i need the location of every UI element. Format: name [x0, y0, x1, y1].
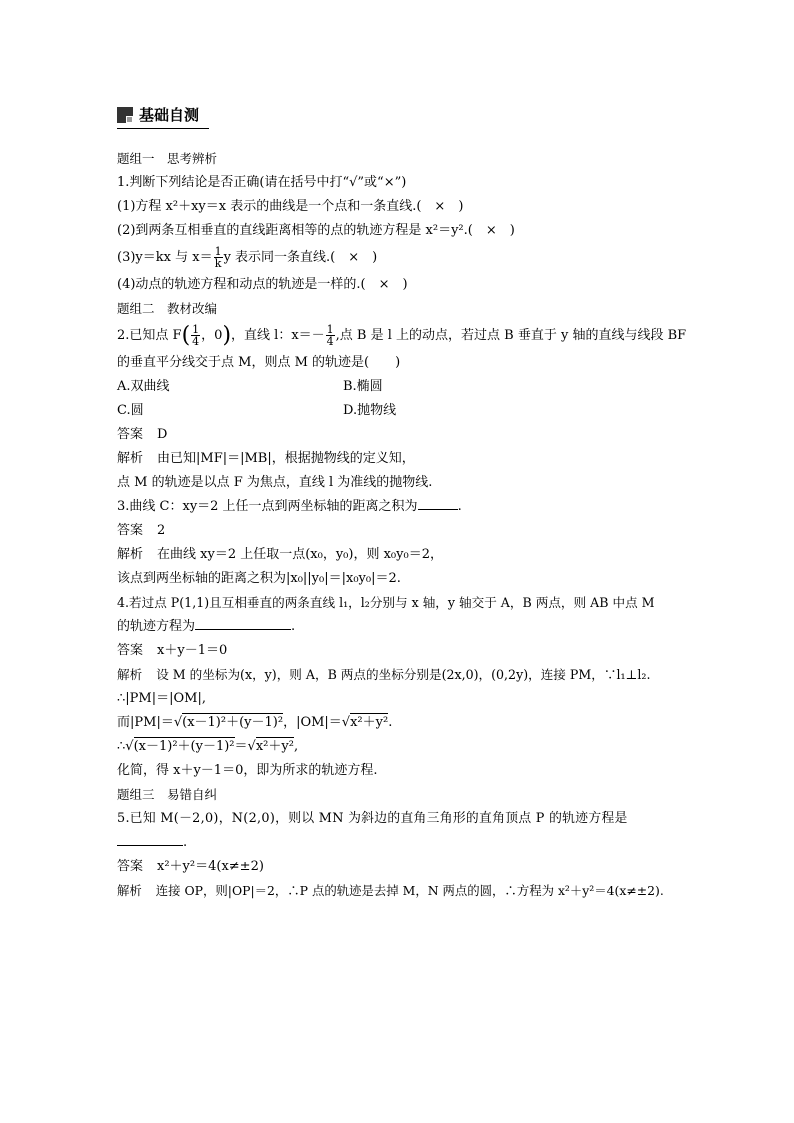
- fraction: $\frac{1}{k}$: [214, 245, 222, 270]
- option-b: B.椭圆: [343, 379, 383, 394]
- q1-part-3: (3)y＝kx 与 x＝ $\frac{1}{k}$ y 表示同一条直线.( × ): [117, 245, 378, 270]
- q3-answer: 答案 2: [117, 523, 166, 538]
- group-2-heading: 题组二 教材改编: [117, 301, 218, 316]
- q2-explanation-2: 点 M 的轨迹是以点 F 为焦点，直线 l 为准线的抛物线.: [117, 475, 433, 490]
- section-square-icon: [117, 107, 133, 123]
- option-c: C.圆: [117, 403, 144, 418]
- q1-stem: 1.判断下列结论是否正确(请在括号中打“√”或“×”): [117, 175, 407, 190]
- answer-blank: [117, 832, 183, 846]
- q2-options-row-2: [117, 399, 682, 423]
- q4-explanation-3: 而|PM|＝√(x－1)²＋(y－1)²，|OM|＝√x²＋y².: [117, 715, 393, 730]
- sqrt-icon: √: [173, 715, 183, 730]
- q5-answer: 答案 x²＋y²＝4(x≠±2): [117, 859, 264, 874]
- option-d: D.抛物线: [343, 403, 397, 418]
- sqrt-icon: √: [247, 739, 256, 754]
- section-title: 基础自测: [139, 106, 200, 124]
- q5-explanation: 解析 连接 OP，则|OP|＝2，∴P 点的轨迹是去掉 M，N 两点的圆，∴方程为 x²＋y²＝4(x≠±2).: [117, 883, 664, 898]
- q4-explanation-2: ∴|PM|＝|OM|,: [117, 691, 206, 706]
- q3-explanation-2: 该点到两坐标轴的距离之积为|x₀||y₀|＝|x₀y₀|＝2.: [117, 571, 401, 586]
- section-header: [117, 104, 682, 126]
- q1-part-2: (2)到两条互相垂直的直线距离相等的点的轨迹方程是 x²＝y².( × ): [117, 223, 515, 238]
- q1-part-1: (1)方程 x²＋xy＝x 表示的曲线是一个点和一条直线.( × ): [117, 199, 464, 214]
- q4-stem-line-2: 的轨迹方程为 .: [117, 615, 682, 639]
- q4-explanation-1: 解析 设 M 的坐标为(x，y)，则 A，B 两点的坐标分别是(2x,0)，(0,2y)，连接 PM，∵l₁⊥l₂.: [117, 667, 651, 682]
- sqrt-icon: √: [341, 715, 351, 730]
- q4-explanation-5: 化简，得 x＋y－1＝0，即为所求的轨迹方程.: [117, 763, 378, 778]
- q2-options-row-1: [117, 375, 682, 399]
- q2-stem-line-2: 的垂直平分线交于点 M，则点 M 的轨迹是( ): [117, 355, 401, 370]
- answer-blank: [418, 496, 458, 510]
- group-3-heading: 题组三 易错自纠: [117, 787, 218, 802]
- q4-answer: 答案 x＋y－1＝0: [117, 643, 228, 658]
- q3-explanation-1: 解析 在曲线 xy＝2 上任取一点(x₀，y₀)，则 x₀y₀＝2，: [117, 547, 443, 562]
- answer-blank: [195, 616, 291, 630]
- option-a: A.双曲线: [117, 379, 170, 394]
- q3-stem: 3.曲线 C：xy＝2 上任一点到两坐标轴的距离之积为 .: [117, 495, 682, 519]
- q4-stem-line-1: 4.若过点 P(1,1)且互相垂直的两条直线 l₁，l₂分别与 x 轴，y 轴交于 A，B 两点，则 AB 中点 M: [117, 595, 655, 610]
- section-underline: [117, 128, 209, 129]
- q2-explanation-1: 解析 由已知|MF|＝|MB|，根据抛物线的定义知，: [117, 451, 415, 466]
- document-page: [117, 104, 687, 903]
- fraction: $\frac{1}{4}$: [192, 323, 200, 348]
- q4-explanation-4: ∴√(x－1)²＋(y－1)²＝√x²＋y²,: [117, 739, 299, 754]
- q5-stem-line-1: 5.已知 M(－2,0)，N(2,0)，则以 MN 为斜边的直角三角形的直角顶点 P 的轨迹方程是: [117, 811, 628, 826]
- fraction: $\frac{1}{4}$: [326, 323, 334, 348]
- sqrt-icon: √: [125, 739, 134, 754]
- group-1-heading: 题组一 思考辨析: [117, 151, 218, 166]
- q2-stem-line-1: 2.已知点 F( $\frac{1}{4}$ ，0)，直线 l：x＝－ $\frac{1}{4}$ ,点 B 是 l 上的动点，若过点 B 垂直于 y 轴的直线与线段 BF: [117, 323, 687, 348]
- q5-stem-line-2: .: [117, 831, 682, 855]
- q2-answer: 答案 D: [117, 427, 168, 442]
- q1-part-4: (4)动点的轨迹方程和动点的轨迹是一样的.( × ): [117, 277, 408, 292]
